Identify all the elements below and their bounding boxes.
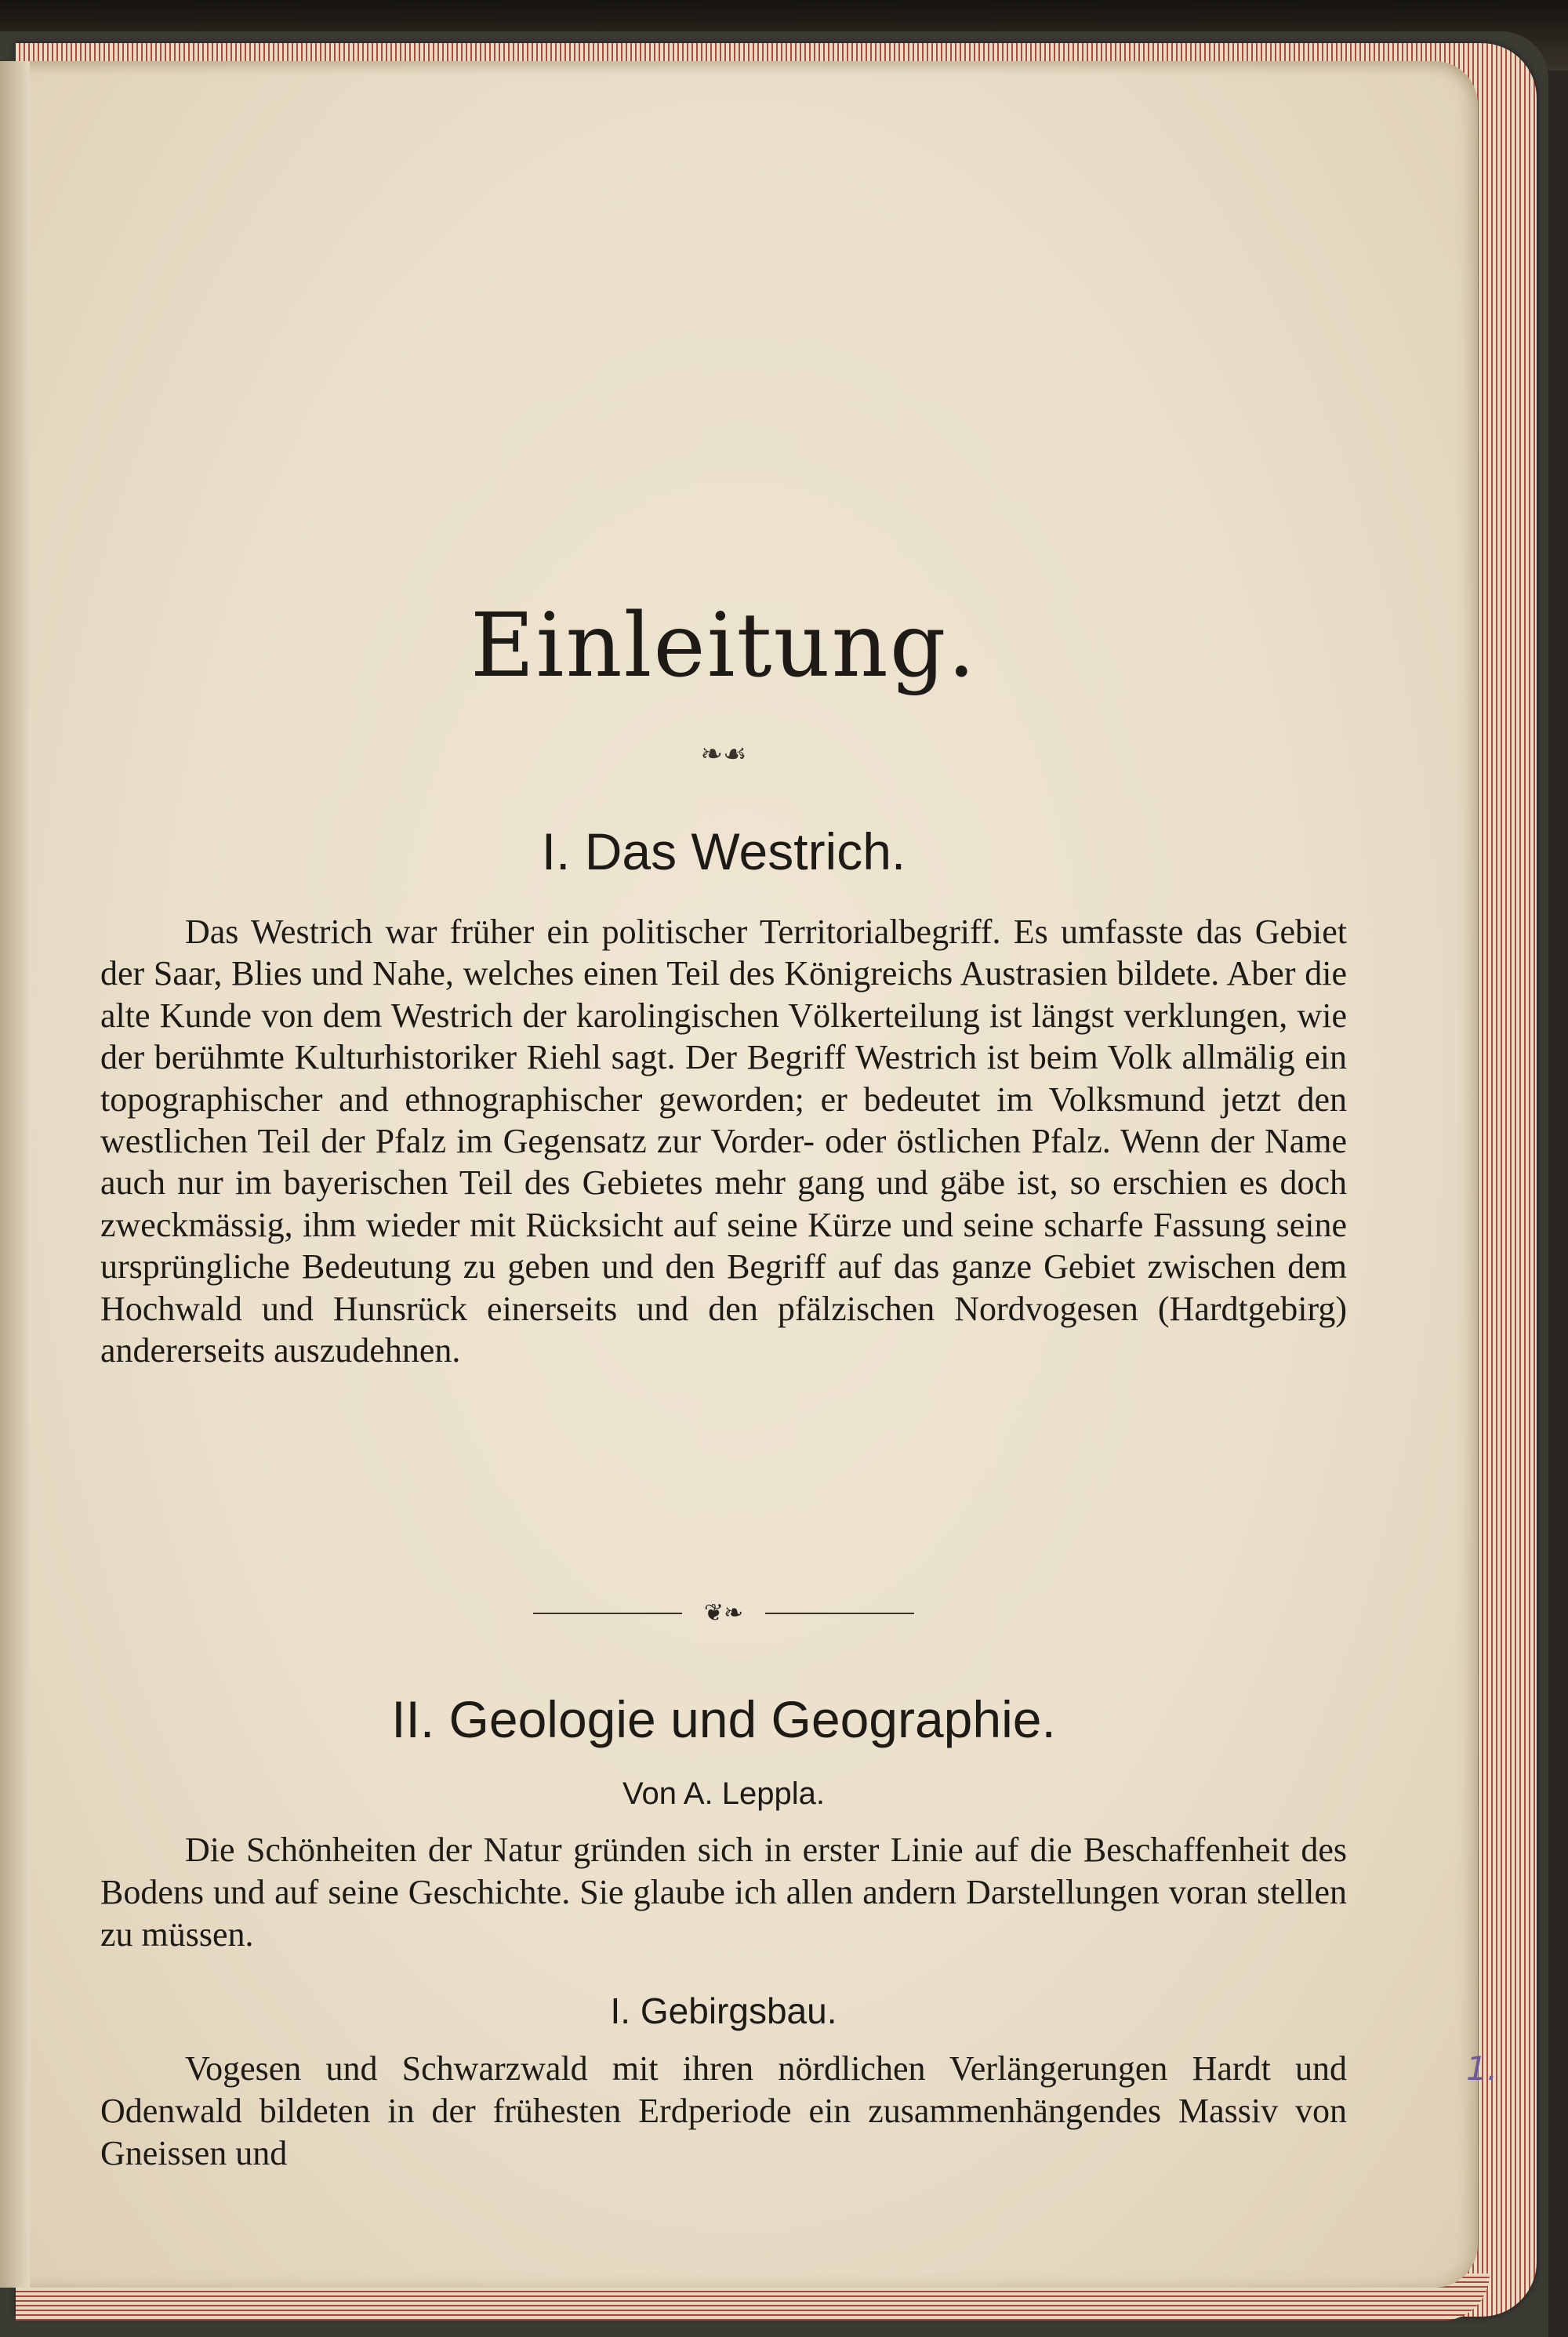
section-divider (533, 1598, 914, 1629)
divider-line-right (765, 1613, 914, 1614)
section-heading-westrich: I. Das Westrich. (541, 822, 906, 880)
paragraph-geologie: Die Schönheiten der Natur gründen sich in erster Linie auf die Beschaffenheit des Bodens und auf seine Geschichte. Sie glaube ich allen andern Darstellungen voran stellen zu müssen. (100, 1831, 1347, 1954)
page-gutter (0, 61, 30, 2288)
title-ornament: ❧☙ (700, 740, 747, 769)
subsection-heading-gebirgsbau: I. Gebirgsbau. (610, 1990, 837, 2031)
margin-annotation: 1. (1466, 2049, 1498, 2088)
paragraph-gebirgsbau: Vogesen und Schwarzwald mit ihren nördlichen Verlängerungen Hardt und Odenwald bildeten in der frühesten Erdperiode ein zusammenhängendes Massiv von Gneissen und (100, 2049, 1347, 2172)
section-heading-geologie: II. Geologie und Geographie. (391, 1690, 1056, 1748)
page-title: Einleitung. (470, 595, 978, 697)
paragraph-westrich: Das Westrich war früher ein politischer Territorialbegriff. Es umfasste das Gebiet der Saar, Blies und Nahe, welches einen Teil des Königreichs Austrasien bildete. Aber die alte Kunde von dem Westrich der karolingischen Völkerteilung ist längst verklungen, wie der berühmte Kulturhistoriker Riehl sagt. Der Begriff Westrich ist beim Volk allmälig ein topographischer and ethnographischer geworden; er bedeutet im Volksmund jetzt den westlichen Teil der Pfalz im Gegensatz zur Vorder- oder östlichen Pfalz. Wenn der Name auch nur im bayerischen Teil des Gebietes mehr gang und gäbe ist, so erschien es doch zweckmässig, ihm wieder mit Rücksicht auf seine Kürze und seine scharfe Fassung seine ursprüngliche Bedeutung zu geben und den Begriff auf das ganze Gebiet zwischen dem Hochwald und Hunsrück einerseits und den pfälzischen Nordvogesen (Hardtgebirg) andererseits auszudehnen. (100, 913, 1347, 1370)
section-author: Von A. Leppla. (622, 1776, 825, 1811)
divider-ornament: ❦❧ (703, 1600, 744, 1626)
book-page (0, 61, 1498, 2288)
divider-line-left (533, 1613, 682, 1614)
